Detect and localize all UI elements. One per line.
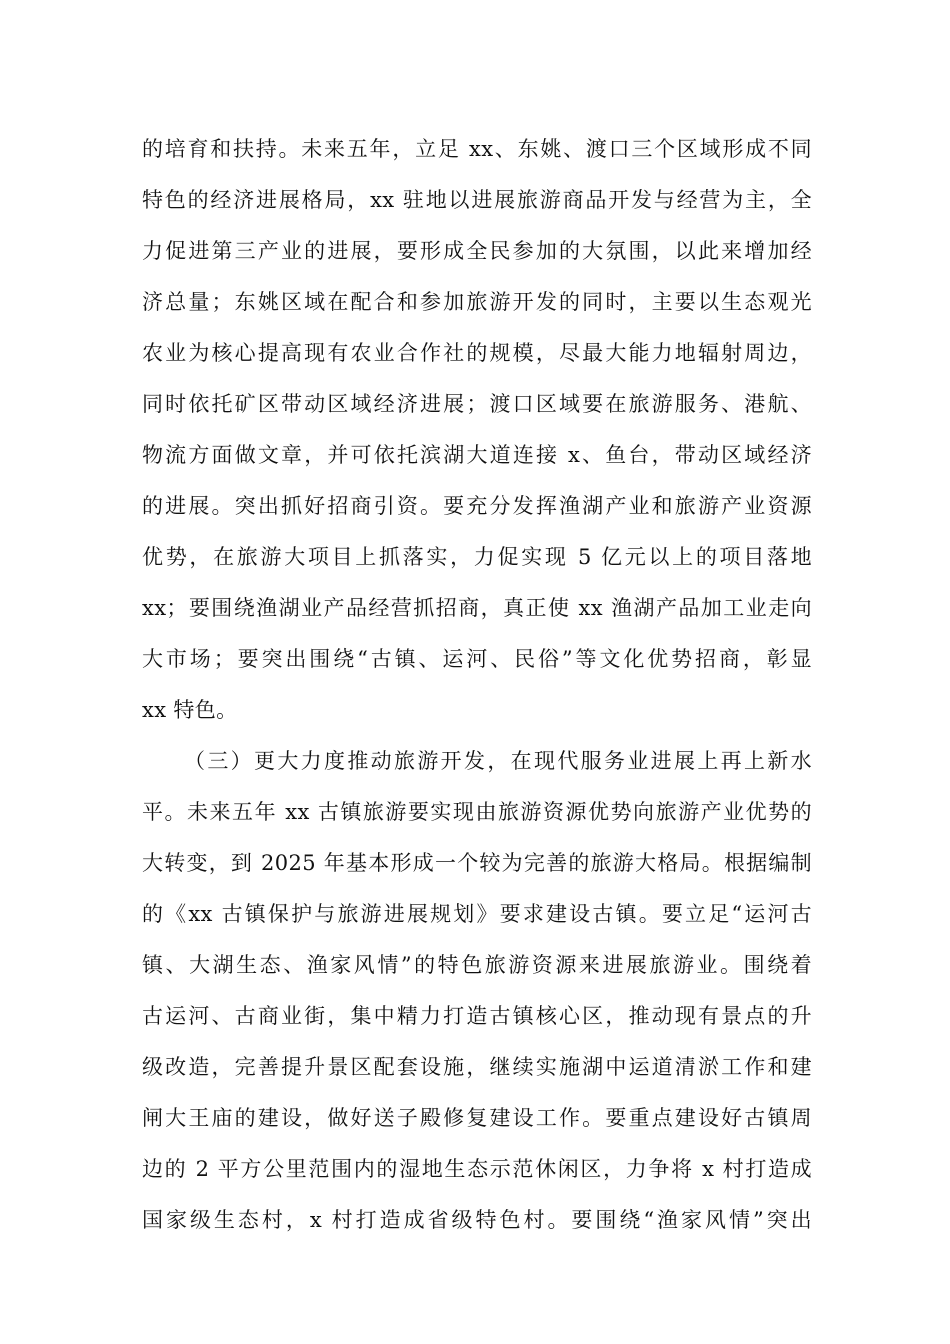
paragraph-1-line-10: xx；要围绕渔湖业产品经营抓招商，真正使 xx 渔湖产品加工业走向 bbox=[142, 596, 812, 620]
paragraph-1-line-7: 物流方面做文章，并可依托滨湖大道连接 x、鱼台，带动区域经济 bbox=[142, 443, 812, 467]
paragraph-1-line-2: 特色的经济进展格局，xx 驻地以进展旅游商品开发与经营为主，全 bbox=[142, 188, 812, 212]
paragraph-1-line-4: 济总量；东姚区域在配合和参加旅游开发的同时，主要以生态观光 bbox=[142, 290, 812, 314]
paragraph-1-line-8: 的进展。突出抓好招商引资。要充分发挥渔湖产业和旅游产业资源 bbox=[142, 494, 812, 518]
paragraph-2-line-9: 边的 2 平方公里范围内的湿地生态示范休闲区，力争将 x 村打造成 bbox=[142, 1157, 812, 1181]
paragraph-2-line-10: 国家级生态村，x 村打造成省级特色村。要围绕“渔家风情”突出 bbox=[142, 1208, 812, 1232]
paragraph-1-line-3: 力促进第三产业的进展，要形成全民参加的大氛围，以此来增加经 bbox=[142, 239, 812, 263]
paragraph-1-line-5: 农业为核心提高现有农业合作社的规模，尽最大能力地辐射周边， bbox=[142, 341, 812, 365]
paragraph-1-line-6: 同时依托矿区带动区域经济进展；渡口区域要在旅游服务、港航、 bbox=[142, 392, 812, 416]
paragraph-1-line-1: 的培育和扶持。未来五年，立足 xx、东姚、渡口三个区域形成不同 bbox=[142, 137, 812, 161]
paragraph-2-line-6: 古运河、古商业街，集中精力打造古镇核心区，推动现有景点的升 bbox=[142, 1004, 812, 1028]
paragraph-1-line-9: 优势，在旅游大项目上抓落实，力促实现 5 亿元以上的项目落地 bbox=[142, 545, 812, 569]
paragraph-2-heading-line: （三）更大力度推动旅游开发，在现代服务业进展上再上新水 bbox=[184, 749, 812, 773]
paragraph-2-line-8: 闸大王庙的建设，做好送子殿修复建设工作。要重点建设好古镇周 bbox=[142, 1106, 812, 1130]
paragraph-2-line-3: 大转变，到 2025 年基本形成一个较为完善的旅游大格局。根据编制 bbox=[142, 851, 812, 875]
paragraph-2-line-5: 镇、大湖生态、渔家风情”的特色旅游资源来进展旅游业。围绕着 bbox=[142, 953, 812, 977]
paragraph-1-line-12: xx 特色。 bbox=[142, 698, 238, 722]
paragraph-2-line-2: 平。未来五年 xx 古镇旅游要实现由旅游资源优势向旅游产业优势的 bbox=[142, 800, 812, 824]
paragraph-2-line-4: 的《xx 古镇保护与旅游进展规划》要求建设古镇。要立足“运河古 bbox=[142, 902, 812, 926]
paragraph-1-line-11: 大市场；要突出围绕“古镇、运河、民俗”等文化优势招商，彰显 bbox=[142, 647, 812, 671]
paragraph-2-line-7: 级改造，完善提升景区配套设施，继续实施湖中运道清淤工作和建 bbox=[142, 1055, 812, 1079]
